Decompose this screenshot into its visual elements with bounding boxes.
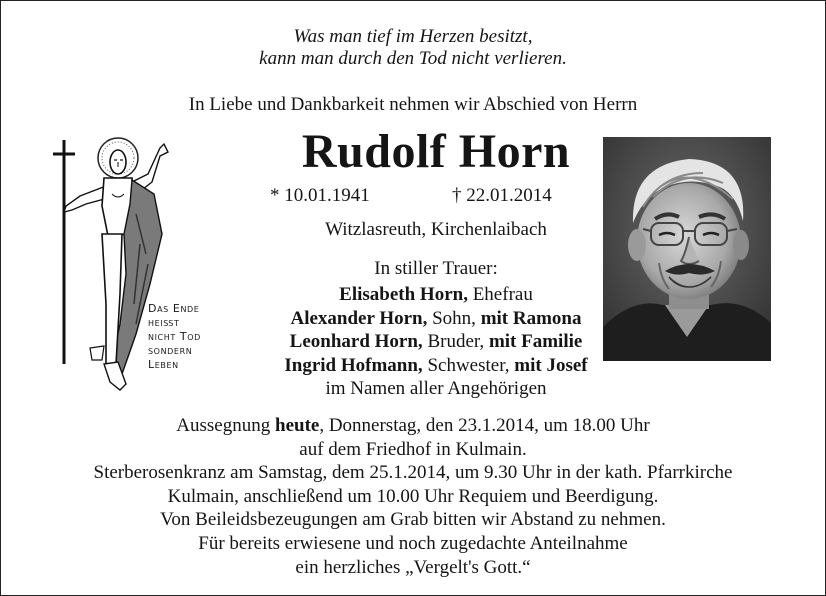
mourners-list [236,283,636,401]
portrait-photo [603,137,771,361]
ceremony-line: Von Beileidsbezeugungen am Grab bitten wir Abstand zu nehmen. [160,509,666,531]
residence: Witzlasreuth, Kirchenlaibach [325,219,547,240]
mourners-heading: In stiller Trauer: [374,258,498,279]
motto-line-2: kann man durch den Tod nicht verlieren. [259,48,567,69]
ceremony-line: ein herzliches „Vergelt's Gott.“ [295,556,531,578]
artwork-caption [148,302,201,372]
caption-line: heißt [148,316,180,329]
caption-line: Leben [148,358,179,371]
caption-line: sondern [148,344,193,357]
intro-text: In Liebe und Dankbarkeit nehmen wir Abschied von Herrn [188,94,638,115]
birth-date: * 10.01.1941 [270,185,370,206]
deceased-name: Rudolf Horn [301,125,571,178]
death-date: † 22.01.2014 [452,185,552,206]
caption-line: Das Ende [148,302,200,315]
mourner-line: Elisabeth Horn, Ehefrau [339,284,533,305]
ceremony-line: Für bereits erwiesene und noch zugedachte Anteilnahme [198,532,628,554]
mourner-line: Alexander Horn, Sohn, mit Ramona [290,307,582,329]
caption-line: nicht Tod [148,330,201,343]
ceremony-line: auf dem Friedhof in Kulmain. [299,438,527,460]
ceremony-line: Aussegnung heute, Donnerstag, den 23.1.2014, um 18.00 Uhr [176,415,650,436]
motto-line-1: Was man tief im Herzen besitzt, [293,26,533,47]
motto [0,26,826,70]
ceremony-line: Sterberosenkranz am Samstag, dem 25.1.2014, um 9.30 Uhr in der kath. Pfarrkirche [93,462,733,484]
ceremony-details [0,414,826,579]
mourner-line: Ingrid Hofmann, Schwester, mit Josef [284,354,588,376]
ceremony-line: Kulmain, anschließend um 10.00 Uhr Requiem und Beerdigung. [167,485,659,507]
mourner-line: Leonhard Horn, Bruder, mit Familie [289,331,583,352]
mourners-closing: im Namen aller Angehörigen [325,378,547,399]
